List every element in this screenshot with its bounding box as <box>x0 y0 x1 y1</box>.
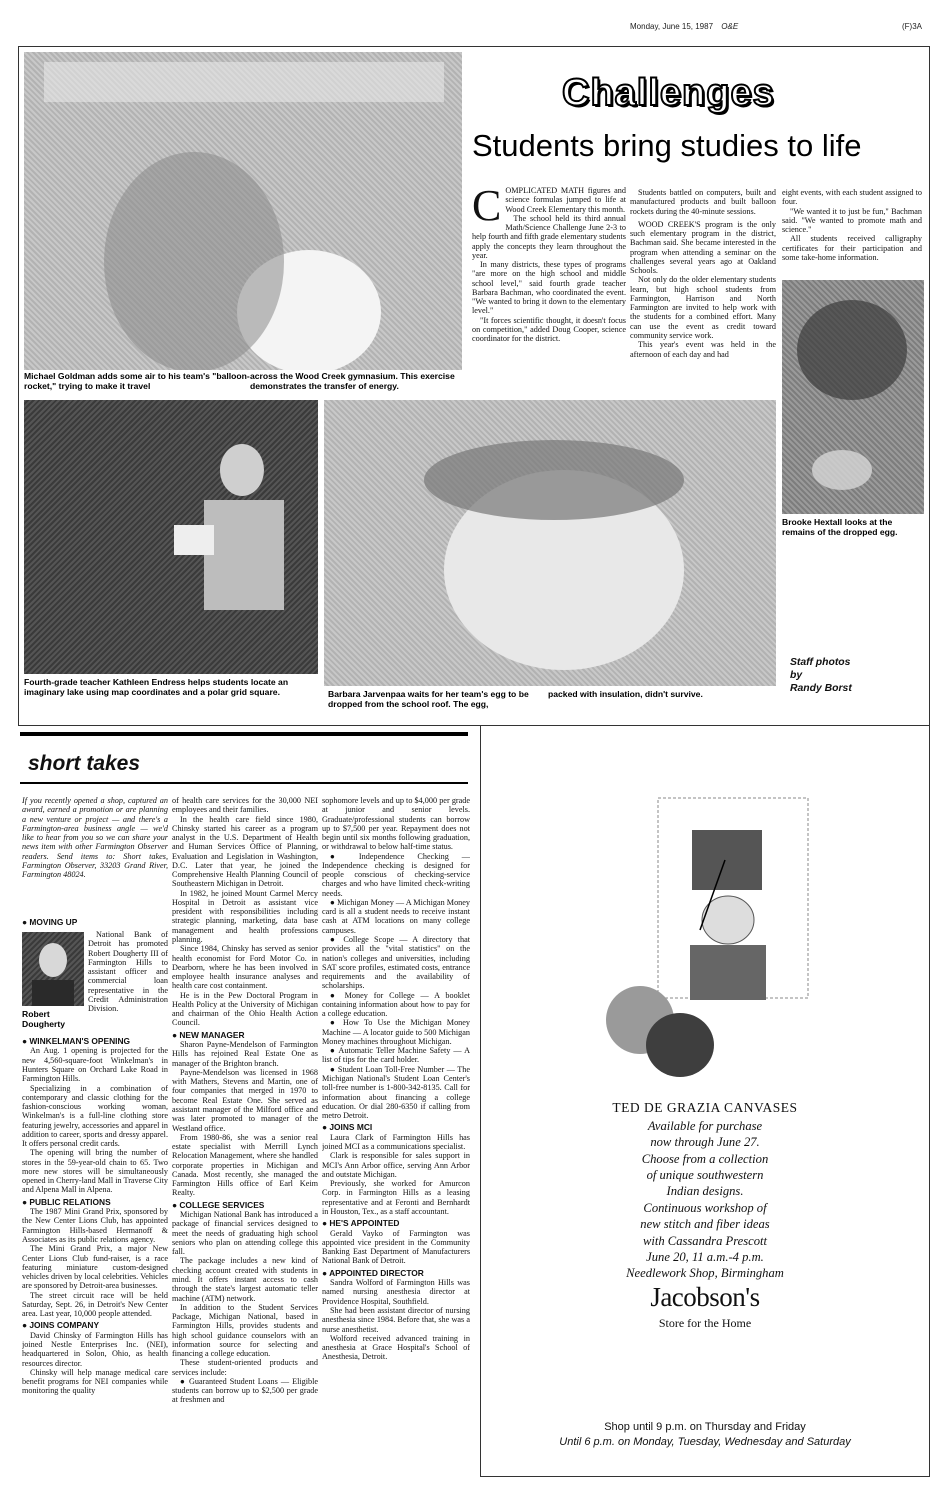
paper-shape <box>174 525 214 555</box>
feature-paragraph: The school held its third annual Math/Science Challenge June 2-3 to help fourth and fifth grade elementary students apply the concepts they learn throughout the year. <box>472 213 626 260</box>
ad-line: Indian designs. <box>666 1184 744 1199</box>
news-paragraph: He is in the Pew Doctoral Program in Health Policy at the University of Michigan and chairman of the Ohio Health Action Council. <box>172 990 318 1028</box>
balloon-photo <box>24 52 462 370</box>
ad-footer <box>480 1420 930 1450</box>
news-paragraph: In the health care field since 1980, Chinsky started his career as a program analyst in the U.S. Department of Health and Human Services Office of Planning, Evaluation and Legislation in Washington, D.C. Later that year, he joined the Comprehensive Health Planning Council of Southeastern Michigan in Detroit. <box>172 814 318 889</box>
photo-name: Robert Dougherty <box>22 1009 65 1029</box>
headdress-shape <box>692 830 762 890</box>
credit-line: Staff photos <box>790 657 851 668</box>
ad-footer-line: Until 6 p.m. on Monday, Tuesday, Wednesday and Saturday <box>559 1435 851 1448</box>
egg-drop-illustration <box>324 400 776 686</box>
news-paragraph: In addition to the Student Services Package, Michigan National, based in Farmington Hills, provides students and high school guidance counselors with an information source for selecting and financing a college education. <box>172 1302 318 1359</box>
teacher-head-shape <box>220 444 264 496</box>
feature-paragraph: Not only do the older elementary students learn, but high school students from Farmington, Harrison and North Farmington are invited to help work with the students for a combined effort. Many can use the event as credit toward community service work. <box>630 275 776 340</box>
caption-egg-right: packed with insulation, didn't survive. <box>548 689 703 699</box>
teacher-illustration <box>24 400 318 674</box>
credit-line: by <box>790 670 803 681</box>
yarn-ball-shape <box>646 1013 714 1077</box>
caption-teacher: Fourth-grade teacher Kathleen Endress helps students locate an imaginary lake using map coordinates and a polar grid square. <box>24 677 289 697</box>
section-rule <box>20 782 468 784</box>
news-paragraph: Chinsky will help manage medical care benefit programs for NEI companies while monitoring the quality <box>22 1367 168 1396</box>
news-paragraph: An Aug. 1 opening is projected for the new 4,560-square-foot Winkelman's in Hunters Square on Orchard Lake Road in Farmington Hills. <box>22 1046 168 1084</box>
news-paragraph: ● How To Use the Michigan Money Machine — A locator guide to 500 Michigan Money machines throughout Michigan. <box>322 1018 470 1046</box>
news-paragraph: From 1980-86, she was a senior real estate specialist with Merrill Lynch Relocation Management, where she handled corporate properties in Michigan and Canada. Most recently, she managed the Farmington Hills office of Earl Keim Realty. <box>172 1132 318 1198</box>
feature-paragraph: "It forces scientific thought, it doesn't focus on competition," added Doug Cooper, science coordinator for the district. <box>472 315 626 344</box>
kicker: ● HE'S APPOINTED <box>322 1218 400 1229</box>
news-paragraph: Wolford received advanced training in anesthesia at Grace Hospital's School of Anesthesia, Detroit. <box>322 1333 470 1362</box>
paper-name: O&E <box>721 22 739 31</box>
news-paragraph: Since 1984, Chinsky has served as senior health economist for Ford Motor Co. in Dearborn, where he has been involved in employee health insurance analyses and health care cost containment. <box>172 944 318 991</box>
news-paragraph: The 1987 Mini Grand Prix, sponsored by the New Center Lions Club, has appointed Farmington Hills-based Hermanoff & Associates as its public relations agency. <box>22 1207 168 1245</box>
caption-balloon-left: Michael Goldman adds some air to his team's "balloon-rocket," trying to make it travel <box>24 371 250 391</box>
feature-paragraph: WOOD CREEK'S program is the only such elementary program in the district, Bachman said. She became interested in the program when attending a seminar on the challenges several years ago at Oakland Schools. <box>630 219 776 276</box>
photo-credit <box>790 656 852 695</box>
news-paragraph: The street circuit race will be held Saturday, Sept. 26, in Detroit's New Center area. Last year, 10,000 people attended. <box>22 1290 168 1319</box>
section-rule <box>20 732 468 736</box>
page-number: (F)3A <box>902 22 922 31</box>
egg-drop-photo <box>324 400 776 686</box>
kicker: ● JOINS MCI <box>322 1122 373 1133</box>
feature-title: Challenges <box>562 72 775 114</box>
jacobsons-logo: Jacobson's <box>650 1282 760 1312</box>
news-paragraph: The package includes a new kind of checking account created with students in mind. It offers instant access to cash through the state's largest automatic teller machine (ATM) network. <box>172 1256 318 1303</box>
portrait-illustration <box>22 932 84 1006</box>
news-paragraph: ● Automatic Teller Machine Safety — A list of tips for the card holder. <box>322 1046 470 1065</box>
feature-paragraph: All students received calligraphy certificates for their participation and some take-home information. <box>782 234 922 262</box>
ad-line: with Cassandra Prescott <box>642 1233 768 1248</box>
needlework-illustration <box>600 790 840 1080</box>
news-paragraph: ● Money for College — A booklet containing information about how to pay for a college education. <box>322 990 470 1019</box>
portrait-face-shape <box>39 943 67 977</box>
news-paragraph: Specializing in a combination of contemporary and classic clothing for the fashion-conscious working woman, Winkelman's is a full-line clothing store featuring jewelry, accessories and apparel in addition to career, sports and dressy apparel. It offers personal credit cards. <box>22 1083 168 1149</box>
dougherty-photo <box>22 932 84 1006</box>
news-paragraph: These student-oriented products and services include: <box>172 1358 318 1377</box>
balloon-illustration <box>24 52 462 370</box>
credit-line: Randy Borst <box>790 683 852 694</box>
news-paragraph: Payne-Mendelson was licensed in 1968 with Mathers, Stevens and Martin, one of four companies that merged in 1970 to become Real Estate One. She served as assistant manager of the Milford office and was later promoted to manager of the Westland office. <box>172 1067 318 1133</box>
moving-up-text <box>88 930 168 1028</box>
kicker: ● JOINS COMPANY <box>22 1320 100 1331</box>
ad-line: Needlework Shop, Birmingham <box>626 1266 784 1281</box>
kicker: ● NEW MANAGER <box>172 1029 245 1040</box>
doll-body-shape <box>690 945 766 1000</box>
ad-line: June 20, 11 a.m.-4 p.m. <box>646 1249 764 1264</box>
kicker: ● COLLEGE SERVICES <box>172 1199 265 1210</box>
short-takes-col-3 <box>322 796 470 1472</box>
news-paragraph: sophomore levels and up to $4,000 per grade at junior and senior levels. Graduate/professional students can borrow up to $7,500 per year. Repayment does not begin until six months following graduation, or withdrawal to below half-time status. <box>322 796 470 852</box>
ad-line: now through June 27. <box>650 1135 760 1150</box>
teacher-body-shape <box>204 500 284 610</box>
short-takes-intro <box>22 796 168 912</box>
egg-remains-illustration <box>782 280 924 514</box>
news-paragraph: Michigan National Bank has introduced a package of financial services designed to meet the needs of graduating high school seniors who plan on attending college this fall. <box>172 1210 318 1257</box>
kicker: ● APPOINTED DIRECTOR <box>322 1267 424 1278</box>
gym-wall-shape <box>44 62 444 102</box>
news-paragraph: ● Guaranteed Student Loans — Eligible students can borrow up to $2,500 per grade at freshmen and <box>172 1376 318 1405</box>
ad-line: Available for purchase <box>647 1119 763 1133</box>
ad-title: TED DE GRAZIA CANVASES <box>612 1100 798 1115</box>
caption-egg-left: Barbara Jarvenpaa waits for her team's egg to be dropped from the school roof. The egg, <box>328 689 529 709</box>
news-paragraph: Sharon Payne-Mendelson of Farmington Hills has rejoined Real Estate One as manager of the Brighton branch. <box>172 1040 318 1068</box>
news-paragraph: Sandra Wolford of Farmington Hills was named nursing anesthesia director at Providence Hospital, Southfield. <box>322 1278 470 1306</box>
news-paragraph: of health care services for the 30,000 NEI employees and their families. <box>172 796 318 815</box>
feature-paragraph: This year's event was held in the afternoon of each day and had <box>630 340 776 359</box>
child-head-shape <box>104 152 284 370</box>
feature-col-3 <box>782 188 922 276</box>
short-takes-col-2 <box>172 796 318 1472</box>
feature-col-2 <box>630 188 776 394</box>
news-paragraph: In 1982, he joined Mount Carmel Mercy Hospital in Detroit as assistant vice president with responsibilities including strategic planning, marketing, data base management and health professions planning. <box>172 888 318 944</box>
ad-line: new stitch and fiber ideas <box>640 1217 770 1232</box>
ad-body <box>480 1118 930 1282</box>
ad-line: Continuous workshop of <box>643 1200 767 1215</box>
news-paragraph: Previously, she worked for Amurcon Corp. in Farmington Hills as a leasing representative and at Feronti and Bernhardt in Houston, Tex., as a staff accountant. <box>322 1179 470 1216</box>
ad-line: of unique southwestern <box>646 1168 764 1183</box>
feature-paragraph: In many districts, these types of programs "are more on the high school and middle school level," said fourth grade teacher Barbara Bachman, who coordinated the event. "We wanted to bring it down to the elementary level." <box>472 260 626 316</box>
feature-paragraph: eight events, with each student assigned to four. <box>782 188 922 207</box>
feature-col-1 <box>472 186 626 394</box>
date-line <box>630 22 738 31</box>
news-paragraph: Laura Clark of Farmington Hills has joined MCI as a communications specialist. <box>322 1132 470 1152</box>
portrait-suit-shape <box>32 980 74 1006</box>
news-paragraph: National Bank of Detroit has promoted Robert Dougherty III of Farmington Hills to assistant officer and commercial loan representative in the Credit Administration Division. <box>88 930 168 1014</box>
ad-footer-line: Shop until 9 p.m. on Thursday and Friday <box>604 1421 806 1433</box>
short-takes-title: short takes <box>28 752 141 775</box>
caption-egg-remains: Brooke Hextall looks at the remains of the dropped egg. <box>782 517 898 537</box>
feature-paragraph: Students battled on computers, built and manufactured products and built balloon rockets during the 40-minute sessions. <box>630 188 776 216</box>
egg-shape <box>812 450 872 490</box>
moving-up-block <box>22 918 168 930</box>
dropcap: C <box>472 186 502 230</box>
news-paragraph: ● Student Loan Toll-Free Number — The Michigan National's Student Loan Center's toll-free number is 1-800-342-8135. Call for information about financing a college education. Or dial 280-6350 if calling from metro Detroit. <box>322 1064 470 1121</box>
egg-remains-photo <box>782 280 924 514</box>
news-paragraph: The Mini Grand Prix, a major New Center Lions Club fund-raiser, is a race featuring miniature custom-designed vehicles driven by local celebrities. Vehicles are sponsored by Detroit-area businesses. <box>22 1244 168 1291</box>
news-paragraph: The opening will bring the number of stores in the 59-year-old chain to 65. Two more new stores will be simultaneously opened in Cherry-land Mall in Traverse City and Alpena Mall in Alpena. <box>22 1148 168 1195</box>
intro-paragraph: If you recently opened a shop, captured an award, earned a promotion or are planning a new venture or project — and there's a Farmington-area business angle — we'd like to hear from you so we can share your news item with other Farmington Observer readers. Send items to: Short takes, Farmington Observer, 33203 Grand River, Farmington 48024. <box>22 796 168 880</box>
short-takes-col-1 <box>22 1034 168 1470</box>
date-text: Monday, June 15, 1987 <box>630 22 714 31</box>
feature-paragraph: OMPLICATED MATH figures and science formulas jumped to life at Wood Creek Elementary this month. <box>505 186 626 214</box>
news-paragraph: Clark is responsible for sales support in MCI's Ann Arbor office, serving Ann Arbor and outstate Michigan. <box>322 1151 470 1179</box>
ad-store-line: Store for the Home <box>658 1316 752 1330</box>
ad-illustration <box>600 790 840 1080</box>
news-paragraph: David Chinsky of Farmington Hills has joined Nestle Enterprises Inc. (NEI), headquartered in Solon, Ohio, as health resources director. <box>22 1330 168 1368</box>
caption-balloon-right: across the Wood Creek gymnasium. This exercise demonstrates the transfer of energy. <box>250 371 455 391</box>
ad-line: Choose from a collection <box>641 1151 769 1166</box>
arms-shape <box>424 440 684 520</box>
kicker: ● MOVING UP <box>22 918 78 927</box>
news-paragraph: ● College Scope — A directory that provides all the "vital statistics" on the nation's colleges and universities, including SAT score profiles, estimated costs, entrance requirements and the availability of scholarships. <box>322 934 470 991</box>
news-paragraph: ● Independence Checking — Independence checking is designed for people conscious of checking-service charges and who have limited check-writing needs. <box>322 851 470 898</box>
news-paragraph: ● Michigan Money — A Michigan Money card is all a student needs to receive instant cash at ATM locations on many college campuses. <box>322 897 470 935</box>
news-paragraph: She had been assistant director of nursing anesthesia since 1984. Before that, she was a nurse anesthetist. <box>322 1306 470 1334</box>
news-paragraph: Gerald Vayko of Farmington was appointed vice president in the Community Banking East Department of Manufacturers National Bank of Detroit. <box>322 1228 470 1266</box>
feature-paragraph: "We wanted it to just be fun," Bachman said. "We wanted to promote math and science." <box>782 206 922 235</box>
teacher-photo <box>24 400 318 674</box>
head-shape <box>797 300 907 400</box>
kicker: ● PUBLIC RELATIONS <box>22 1196 111 1207</box>
kicker: ● WINKELMAN'S OPENING <box>22 1036 131 1046</box>
feature-subtitle: Students bring studies to life <box>472 128 862 163</box>
